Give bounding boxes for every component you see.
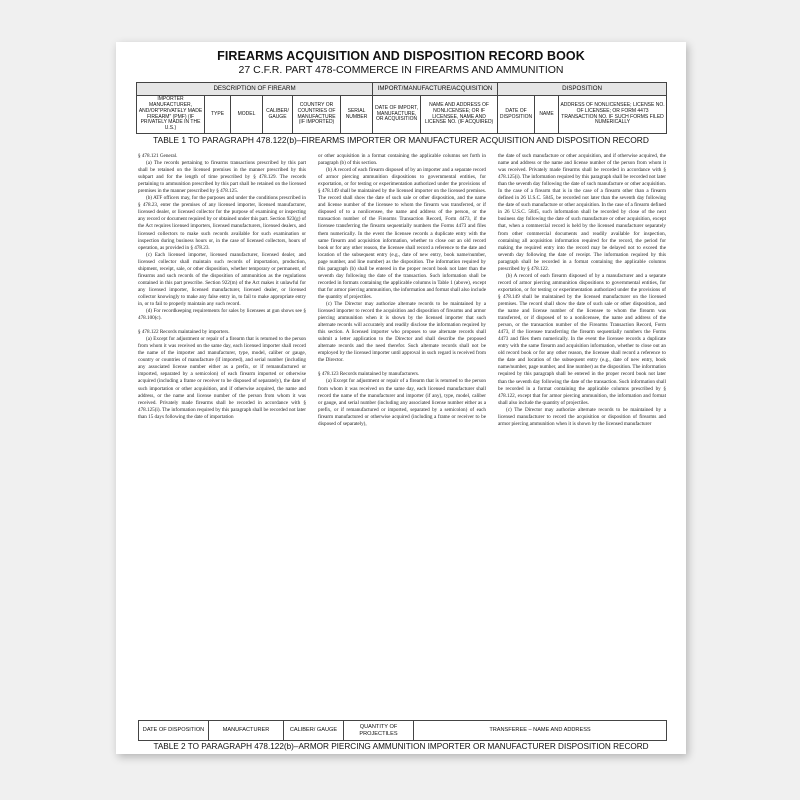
paragraph: (d) For recordkeeping requirements for sales by licensees at gun shows see § 478.100(c).: [138, 308, 306, 322]
column-header: CALIBER/ GAUGE: [263, 96, 293, 134]
table1-header: [136, 82, 667, 134]
paragraph: or other acquisition in a format containing the applicable columns set forth in paragraph (b) of this section.: [318, 153, 486, 167]
text-column-1: [138, 153, 306, 711]
column-header: DATE OF DISPOSITION: [498, 96, 535, 134]
column-header: COUNTRY OR COUNTRIES OF MANUFACTURE (IF IMPORTED): [293, 96, 341, 134]
column-header: DATE OF IMPORT, MANUFACTURE, OR ACQUISITION: [373, 96, 421, 134]
paragraph: (c) The Director may authorize alternate records to be maintained by a licensed manufacturer to record the acquisition or disposition of firearms and armor piercing ammunition when it is shown by the licensed manufacturer: [498, 406, 666, 427]
paragraph: (c) Each licensed importer, licensed manufacturer, licensed dealer, and licensed collector shall maintain such records of importation, production, shipment, receipt, sale, or other disposition, whether temporary or permanent, of firearms and such records of the disposition of ammunition as the regulations contained in this part prescribe. Section 922(m) of the Act makes it unlawful for any licensed importer, licensed manufacturer, licensed dealer, or licensed collector knowingly to make any false entry in, to fail to make appropriate entry in, or to fail to properly maintain any such record.: [138, 251, 306, 307]
page-title: FIREARMS ACQUISITION AND DISPOSITION RECORD BOOK: [217, 49, 585, 63]
group-disposition: DISPOSITION: [498, 83, 667, 96]
table1-caption: TABLE 1 TO PARAGRAPH 478.122(b)–FIREARMS IMPORTER OR MANUFACTURER ACQUISITION AND DISPOSITION RECORD: [153, 135, 649, 145]
column-header: QUANTITY OF PROJECTILES: [344, 721, 414, 741]
paragraph: (b) A record of each firearm disposed of by an importer and a separate record of armor piercing ammunition dispositions to governmental entities, for exportation, or for testing or experimentation authorized under the provisions of § 478.149 shall be maintained by the licensed importer on the licensed premises. The record shall show the date of such sale or other disposition, and the name and license number of the licensee to whom the firearm was transferred, or if disposed of to a nonlicensee, the name and address of the person, or the transaction number of the Firearms Transaction Record, Form 4473, if the licensee transferring the firearm sequentially numbers the Forms 4473 and files them numerically. In the event the licensee records a duplicate entry with the same firearm and acquisition information, whether to close out an old record book or for any other reason, the licensee shall record a reference to the date and location of the subsequent entry (e.g., date of new entry, book name/number, page number, and line number) as the disposition. The information required by this paragraph (b) shall be entered in the proper record book not later than the seventh day following the date of the transaction. Such information shall be recorded in formats containing the applicable columns in Table 1 (above), except that for armor piercing ammunition, the information and format shall also include the quantity of projectiles.: [318, 167, 486, 300]
column-header: MANUFACTURER: [209, 721, 284, 741]
column-header: NAME: [535, 96, 559, 134]
column-header: SERIAL NUMBER: [341, 96, 373, 134]
column-header: IMPORTER MANUFACTURER, AND/OR"PRIVATELY MADE FIREARM" (PMF) (IF PRIVATELY MADE IN THE U.S.): [137, 96, 205, 134]
group-import: IMPORT/MANUFACTURE/ACQUISITION: [373, 83, 498, 96]
column-header: TRANSFEREE – NAME AND ADDRESS: [414, 721, 667, 741]
group-description: DESCRIPTION OF FIREARM: [137, 83, 373, 96]
paragraph: (a) Except for adjustment or repair of a firearm that is returned to the person from whom it was received on the same day, each licensed importer shall record the name of the importer and manufacturer, type, model, caliber or gauge, country or countries of manufacture (if imported), and serial number (including any associated license number either as a prefix, or if remanufactured or imported, separated by a semicolon) of each firearm imported or otherwise acquired (including a frame or receiver to be disposed of separately), the date of such importation or other acquisition, and if otherwise acquired, the name and address, or the name and license number of the person from whom it was received. Privately made firearms shall be recorded in accordance with § 478.125(i). The information required by this paragraph shall be recorded not later than 15 days following the date of importation: [138, 336, 306, 420]
page-subtitle: 27 C.F.R. PART 478-COMMERCE IN FIREARMS AND AMMUNITION: [238, 64, 564, 76]
text-column-3: [498, 153, 666, 711]
section-heading: § 478.123 Records maintained by manufacturers.: [318, 371, 420, 378]
column-header: NAME AND ADDRESS OF NONLICENSEE; OR IF LICENSEE, NAME AND LICENSE NO. (IF ACQUIRED): [421, 96, 498, 134]
column-header: CALIBER/ GAUGE: [284, 721, 344, 741]
section-heading: § 478.121 General.: [138, 153, 178, 159]
column-header: DATE OF DISPOSITION: [139, 721, 209, 741]
column-header: MODEL: [231, 96, 263, 134]
table2-header: [138, 720, 667, 741]
paragraph: (a) The records pertaining to firearms transactions prescribed by this part shall be retained on the licensed premises in the manner prescribed by this subpart and for the length of time prescribed by § 478.129. The records pertaining to ammunition prescribed by this part shall be retained on the licensed premises in the manner prescribed by § 478.125.: [138, 160, 306, 195]
paragraph: (c) The Director may authorize alternate records to be maintained by a licensed importer to record the acquisition and disposition of firearms and armor piercing ammunition when it is shown by the licensed importer that such alternate records will accurately and readily disclose the information required by this section. A licensed importer who proposes to use alternate records shall submit a letter application to the Director and shall describe the proposed alternate records and the need therefor. Such alternate records shall not be employed by the licensed importer until approval in such regard is received from the Director.: [318, 300, 486, 364]
table2-caption: TABLE 2 TO PARAGRAPH 478.122(b)–ARMOR PIERCING AMMUNITION IMPORTER OR MANUFACTURER DISPOSITION RECORD: [153, 742, 649, 751]
section-heading: § 478.122 Records maintained by importers.: [138, 329, 230, 336]
regulation-text: [138, 153, 666, 711]
text-column-2: [318, 153, 486, 711]
column-header: ADDRESS OF NONLICENSEE; LICENSE NO. OF LICENSEE; OR FORM 4473 TRANSACTION NO. IF SUCH FORMS FILED NUMERICALLY: [559, 96, 667, 134]
paragraph: (b) A record of each firearm disposed of by a manufacturer and a separate record of armor piercing ammunition dispositions to governmental entities, for exportation, or for testing or experimentation authorized under the provisions of § 478.149 shall be maintained by the licensed manufacturer on the licensed premises. The record shall show the date of such sale or other disposition, and the name and license number of the licensee to whom the firearm was transferred, or if disposed of to a nonlicensee, the name and address of the person, or the transaction number of the Firearms Transaction Record, Form 4473, if the licensee transferring the firearm sequentially numbers the Forms 4473 and files them numerically. In the event the licensee records a duplicate entry with the same firearm and acquisition information, whether to close out an old record book or for any other reason, the licensee shall record a reference to the date and location of the subsequent entry (e.g., date of new entry, book name/number, page number, and line number) as the disposition. The information required by this paragraph shall be entered in the proper record book not later than the seventh day following the date of the transaction. Such information shall be recorded in a format containing the applicable columns prescribed by § 478.122, except that for armor piercing ammunition, the information and format shall also include the quantity of projectiles.: [498, 272, 666, 406]
paragraph: the date of such manufacture or other acquisition, and if otherwise acquired, the name and address or the name and license number of the person from whom it was received. Privately made firearms shall be recorded in accordance with § 478.125(i). The information required by this paragraph shall be recorded not later than the seventh day following the date of such manufacture or other acquisition. In the case of a firearm that is in the case of a firearm other than a firearm defined in 26 U.S.C. 5845, be recorded not later than the seventh day following the date of such manufacture or other acquisition. In the case of a firearm defined in 26 U.S.C. 5845, such information shall be recorded by close of the next business day following the date of such manufacture or other acquisition, except that, when a commercial record is held by the licensed manufacturer separately from other commercial documents and readily available for inspection, containing all acquisition information required for the record, the period for making the required entry into the record may be delayed not to exceed the seventh day following the date of receipt. The information required by this paragraph shall be recorded in a format containing the applicable columns prescribed by § 478.122.: [498, 153, 666, 272]
record-book-page: [116, 42, 686, 754]
paragraph: (a) Except for adjustment or repair of a firearm that is returned to the person from whom it was received on the same day, each licensed manufacturer shall record the name of the manufacturer and importer (if any), type, model, caliber or gauge, and serial number (including any associated license number either as a prefix, or if remanufactured or imported, separated by a semicolon) of each firearm manufactured or otherwise acquired (including a frame or receiver to be disposed of separately),: [318, 378, 486, 427]
paragraph: (b) ATF officers may, for the purposes and under the conditions prescribed in § 478.23, enter the premises of any licensed importer, licensed manufacturer, licensed dealer, or licensed collector for the purpose of examining or inspecting any record or document required by or obtained under this part. Section 923(g) of the Act requires licensed importers, licensed manufacturers, licensed dealers, and licensed collectors to make such records available for such examination or inspection during business hours or, in the case of licensed collectors, hours of operation, as provided in § 478.23.: [138, 195, 306, 251]
column-header: TYPE: [205, 96, 231, 134]
